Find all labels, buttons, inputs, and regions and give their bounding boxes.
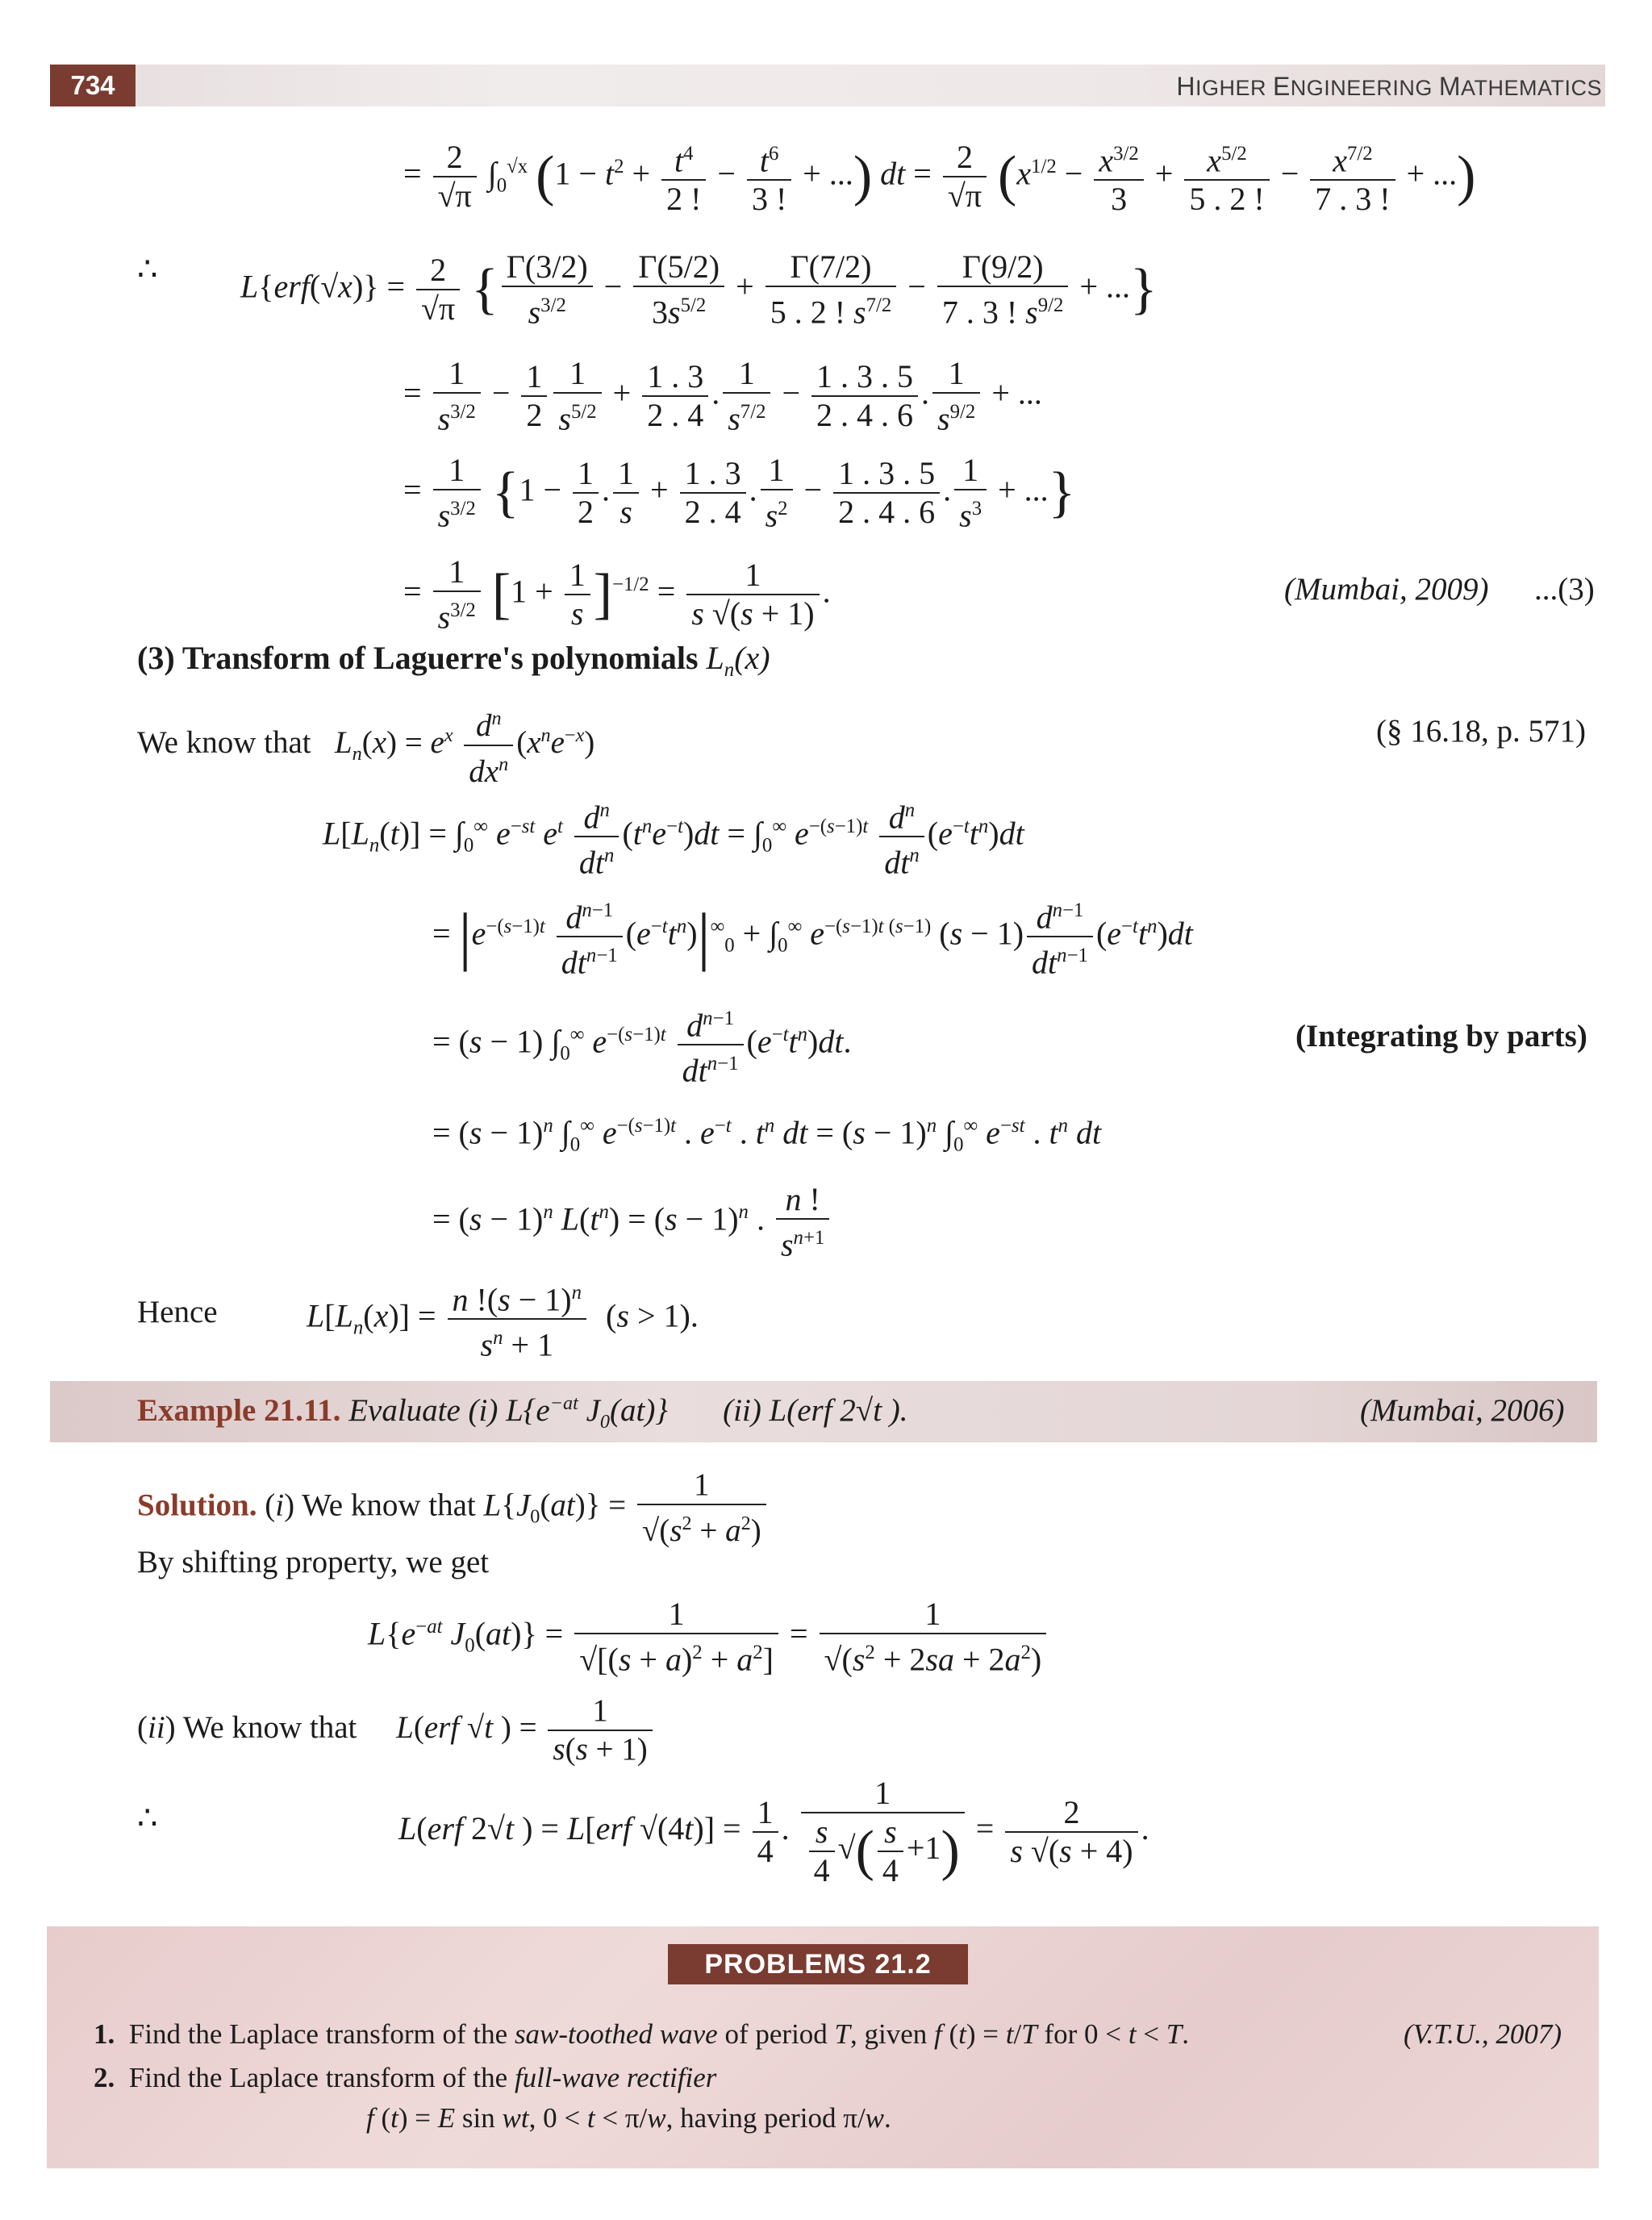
example-statement: Example 21.11. Evaluate (i) $L\{e^{-at}$ $J_0(at)$} (ii) L(erf 2√t ). [137,1392,908,1433]
section-reference: (§ 16.18, p. 571) [1376,714,1586,749]
equation-line-2: ∴ [137,251,158,287]
laguerre-eq-5: = $(s - 1)^n$ $L(t^n) = (s - 1)^n$ . $\frac{n !}{s^{n+1}}$ [432,1181,832,1263]
shifting-property-text: By shifting property, we get [137,1545,490,1579]
page-number: 734 [50,65,136,106]
book-title: HIGHER ENGINEERING MATHEMATICS [1176,72,1602,101]
laguerre-eq-2: = $|e^{-(s-1)t}$ $\frac{d^{n-1}}{dt^{n-1}}$ $(e^{-t}t^n)|^\infty_0 + \int_0^\infty$ $e^{-(s-1)t (s-1)}$ (s − 1) $\frac{d^{n-1}}{dt^{n-1}}$ $(e^{-t}t^n)dt$ [432,892,1193,982]
problem-1-reference: (V.T.U., 2007) [1404,2018,1562,2050]
solution-line-1: Solution. (i) We know that $L\{J_0(at)\}$ = $\frac{1}{√(s^2 + a^2)}$ [137,1467,770,1550]
solution-line-3: $L\{e^{-at}$ $J_0(at)$} = $\frac{1}{√[(s + a)^2 + a^2]}$ = $\frac{1}{√(s^2 + 2sa + 2a^2)}$ [368,1596,1049,1678]
solution-line-4: (ii) We know that L(erf √t ) = $\frac{1}{s(s + 1)}$ [137,1692,656,1768]
problem-2: 2. Find the Laplace transform of the full-wave rectifier [94,2062,717,2093]
equation-line-5: = $\frac{1}{s^{3/2}}$ [1 + $\frac{1}{s}$ ]$^{-1/2}$ = $\frac{1}{s √(s + 1)}$ . [403,553,831,636]
integrating-by-parts-note: (Integrating by parts) [1295,1019,1587,1054]
laguerre-eq-4: = $(s - 1)^n$ $\int_0^\infty$ $e^{-(s-1)t}$ . $e^{-t}$ . $t^n$ dt = $(s - 1)^n$ $\int_0^\infty$ $e^{-st}$ . $t^n$ dt [432,1114,1102,1156]
example-reference: (Mumbai, 2006) [1360,1393,1565,1428]
equation-line-2b: L{erf(√x)} = $\frac{2}{√\pi}$ { $\frac{\Gamma(3/2)}{s^{3/2}}$ − $\frac{\Gamma(5/2)}{3s^{5/2}}$ + $\frac{\Gamma(7/2)}{5 . 2 ! s^{7/2}}$ − $\frac{\Gamma(9/2)}{7 . 3 ! s^{9/2}}$ + ...} [240,248,1158,331]
problem-1: 1. Find the Laplace transform of the saw-toothed wave of period T, given f (t) = t/T for 0 < t < T. [94,2018,1190,2050]
laguerre-definition: We know that $L_n(x) = e^x$ $\frac{d^n}{dx^n}$ $(x^ne^{-x})$ [137,700,594,791]
solution-therefore: ∴ [137,1800,158,1836]
laguerre-eq-3: = (s − 1) $\int_0^\infty$ $e^{-(s-1)t}$ $\frac{d^{n-1}}{dt^{n-1}}$ $(e^{-t}t^n)dt$. [432,1000,852,1090]
hence-label: Hence [137,1295,218,1329]
hence-equation: $L[L_n(x)]$ = $\frac{n !(s - 1)^n}{s^n + 1}$ (s > 1). [307,1275,699,1364]
section-heading: (3) Transform of Laguerre's polynomials $L_n(x)$ [137,640,770,681]
equation-number-3: ...(3) [1534,572,1595,607]
equation-line-1: = $\frac{2}{√\pi}$ $\int_0^{√x}$ ($1 - t^2$ + $\frac{t^4}{2 !}$ − $\frac{t^6}{3 !}$ + ...) dt = $\frac{2}{√\pi}$ ($x^{1/2}$ − $\frac{x^{3/2}}{3}$ + $\frac{x^{5/2}}{5 . 2 !}$ − $\frac{x^{7/2}}{7 . 3 !}$ + ...) [403,136,1475,218]
problem-2-formula: f (t) = E sin wt, 0 < t < π/w, having period π/w. [366,2102,891,2134]
equation-line-4: = $\frac{1}{s^{3/2}}$ {1 − $\frac{1}{2}$ . $\frac{1}{s}$ + $\frac{1 . 3}{2 . 4}$ . $\frac{1}{s^2}$ − $\frac{1 . 3 . 5}{2 . 4 . 6}$ . $\frac{1}{s^3}$ + ...} [403,452,1076,534]
equation-line-3: = $\frac{1}{s^{3/2}}$ − $\frac{1}{2}$ $\frac{1}{s^{5/2}}$ + $\frac{1 . 3}{2 . 4}$ . $\frac{1}{s^{7/2}}$ − $\frac{1 . 3 . 5}{2 . 4 . 6}$ . $\frac{1}{s^{9/2}}$ + ... [403,355,1042,437]
laguerre-eq-1: $L[L_n(t)] = \int_0^\infty$ $e^{-st}$ $e^t$ $\frac{d^n}{dt^n}$ $(t^ne^{-t})dt = \int_0^\infty$ $e^{-(s-1)t}$ $\frac{d^n}{dt^n}$ $(e^{-t}t^n)dt$ [323,792,1024,882]
mumbai-2009-note: (Mumbai, 2009) [1284,572,1489,607]
problems-title: PROBLEMS 21.2 [668,1944,968,1984]
solution-line-5: L(erf 2√t ) = L[erf √(4t)] = $\frac{1}{4}$ . 1 $\frac{s}{4}$ √( $\frac{s}{4}$ +1) = $\frac{2}{s √(s + 4)}$ . [398,1775,1149,1888]
